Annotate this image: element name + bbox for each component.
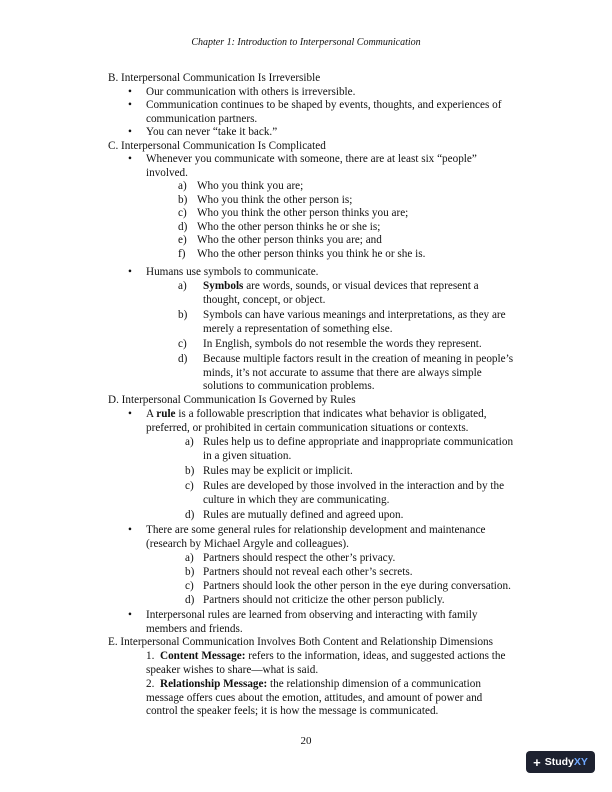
sublist-item: Who the other person thinks you are; and — [197, 234, 382, 246]
sublist-label: a) — [178, 280, 187, 292]
sublist-item: Symbols can have various meanings and interpretations, as they are — [203, 309, 506, 321]
bullet: • — [128, 266, 132, 278]
item-text: refers to the information, ideas, and suggested actions the — [245, 650, 506, 662]
sublist-label: c) — [185, 480, 194, 492]
sublist-label: d) — [178, 353, 188, 365]
badge-xy: XY — [573, 756, 588, 768]
sublist-label: d) — [178, 220, 188, 233]
sublist-label: a) — [178, 180, 187, 192]
sublist-label: c) — [178, 207, 187, 219]
sublist-label: e) — [178, 234, 187, 246]
section-c-title: C. Interpersonal Communication Is Complicated — [108, 139, 326, 152]
numbered-item — [146, 678, 481, 692]
list-item-cont: members and friends. — [146, 622, 243, 635]
sublist-item: Rules are developed by those involved in the interaction and by the — [203, 480, 505, 492]
sublist-label: f) — [178, 247, 186, 260]
item-number: 2. — [146, 678, 155, 690]
sublist-label: a) — [185, 552, 194, 564]
page-number: 20 — [300, 735, 312, 747]
bullet: • — [128, 85, 132, 98]
sublist-item-cont: minds, it’s not accurate to assume that there are always simple — [203, 366, 482, 379]
sublist-label: d) — [185, 594, 195, 606]
sublist-label: b) — [185, 465, 195, 477]
list-item: Humans use symbols to communicate. — [146, 266, 319, 278]
term-symbols: Symbols — [203, 280, 244, 292]
numbered-item-cont: speaker wishes to share—what is said. — [146, 663, 319, 676]
list-item: You can never “take it back.” — [146, 126, 278, 138]
sublist-label: b) — [185, 566, 195, 578]
sublist-label: c) — [185, 580, 194, 592]
list-item-cont: preferred, or prohibited in certain communication situations or contexts. — [146, 421, 469, 434]
term-relationship-message: Relationship Message: — [159, 678, 268, 690]
sublist-item: Who you think you are; — [197, 180, 304, 192]
item-number: 1. — [146, 650, 155, 662]
list-text: A — [146, 408, 157, 420]
sublist-label: b) — [178, 193, 188, 206]
sublist-text: are words, sounds, or visual devices that represent a — [243, 280, 479, 292]
item-text: the relationship dimension of a communication — [267, 678, 481, 690]
sublist-item: Rules are mutually defined and agreed upon. — [203, 509, 404, 521]
sublist-item: Partners should not criticize the other person publicly. — [203, 594, 445, 606]
sublist-item-cont: in a given situation. — [203, 449, 292, 462]
sublist-item: Rules help us to define appropriate and inappropriate communication — [203, 436, 514, 448]
sublist-item-cont: culture in which they are communicating. — [203, 493, 390, 506]
sublist-item: Partners should not reveal each other’s secrets. — [203, 566, 413, 578]
section-e-title: E. Interpersonal Communication Involves Both Content and Relationship Dimensions — [108, 636, 493, 648]
list-text: is a followable prescription that indicates what behavior is obligated, — [175, 408, 487, 420]
sublist-item — [203, 280, 479, 294]
sublist-label: a) — [185, 436, 194, 448]
sublist-label: b) — [178, 309, 188, 321]
sublist-item: Who you think the other person is; — [197, 193, 353, 206]
term-content-message: Content Message: — [159, 650, 246, 662]
sublist-item: Who the other person thinks he or she is; — [197, 220, 381, 233]
page-header: Chapter 1: Introduction to Interpersonal Communication — [191, 37, 421, 48]
sublist-item: In English, symbols do not resemble the words they represent. — [203, 338, 482, 350]
sublist-item: Because multiple factors result in the creation of meaning in people’s — [203, 353, 514, 365]
sublist-item-cont: solutions to communication problems. — [203, 380, 375, 392]
bullet: • — [128, 126, 132, 138]
sublist-item-cont: thought, concept, or object. — [203, 293, 326, 306]
list-item: Whenever you communicate with someone, there are at least six “people” — [146, 153, 477, 165]
section-b-title: B. Interpersonal Communication Is Irreversible — [108, 72, 321, 84]
term-rule: rule — [156, 408, 176, 420]
list-item: Communication continues to be shaped by events, thoughts, and experiences of — [146, 99, 502, 111]
badge-label — [545, 756, 588, 768]
sublist-item-cont: merely a representation of something else. — [203, 322, 393, 335]
studyxy-badge[interactable] — [526, 751, 595, 773]
bullet: • — [128, 609, 132, 621]
list-item: There are some general rules for relationship development and maintenance — [146, 524, 486, 536]
sublist-item: Partners should respect the other’s privacy. — [203, 552, 396, 564]
sublist-item: Rules may be explicit or implicit. — [203, 465, 353, 477]
list-item-cont: (research by Michael Argyle and colleagues). — [146, 537, 349, 550]
badge-study: Study — [544, 756, 574, 768]
list-item-cont: communication partners. — [146, 112, 258, 125]
sublist-item: Who you think the other person thinks you are; — [197, 207, 409, 219]
sublist-label: c) — [178, 338, 187, 350]
sublist-item: Who the other person thinks you think he or she is. — [197, 247, 426, 260]
numbered-item-cont: control the speaker feels; it is how the message is communicated. — [146, 705, 439, 717]
section-d-title: D. Interpersonal Communication Is Governed by Rules — [108, 393, 356, 406]
list-item — [146, 408, 487, 422]
numbered-item — [146, 650, 505, 664]
sublist-label: d) — [185, 509, 195, 521]
bullet: • — [128, 524, 132, 536]
numbered-item-cont: message offers cues about the emotion, attitudes, and amount of power and — [146, 691, 483, 704]
list-item: Interpersonal rules are learned from observing and interacting with family — [146, 609, 478, 621]
sublist-item: Partners should look the other person in the eye during conversation. — [203, 580, 511, 592]
plus-icon: + — [533, 754, 541, 770]
list-item-cont: involved. — [146, 166, 188, 179]
bullet: • — [128, 408, 132, 420]
list-item: Our communication with others is irreversible. — [146, 85, 356, 98]
bullet: • — [128, 153, 132, 165]
bullet: • — [128, 99, 132, 111]
